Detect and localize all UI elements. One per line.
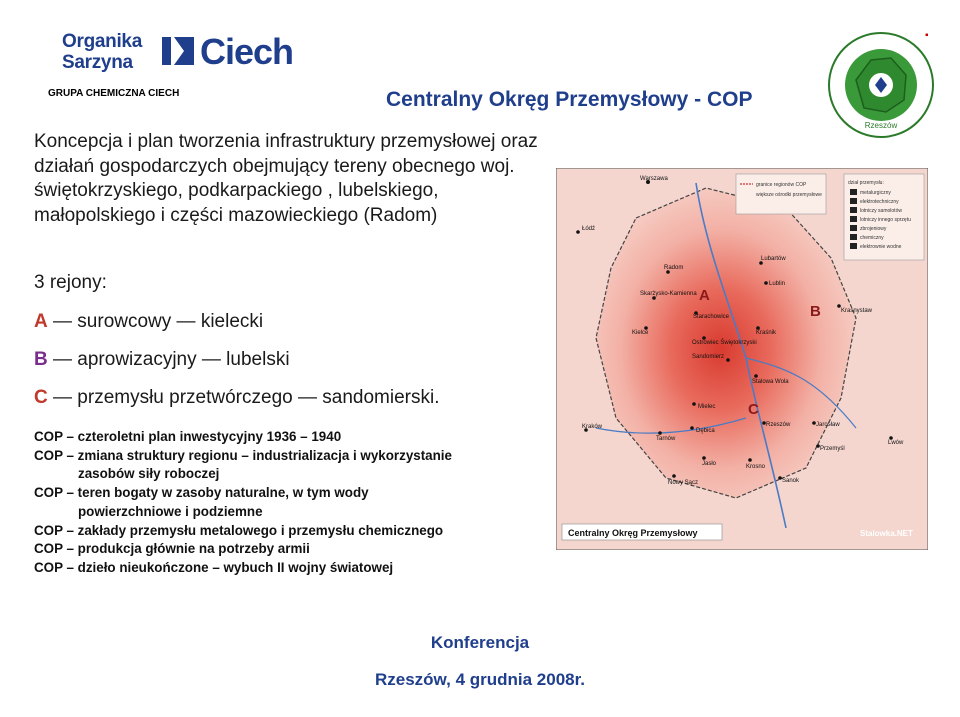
conference-label: Konferencja bbox=[430, 633, 530, 652]
city-label: Kraśnik bbox=[756, 330, 777, 336]
fact-item: COP – produkcja głównie na potrzeby armii bbox=[34, 541, 310, 557]
inspectorate-seal-icon bbox=[826, 30, 936, 140]
city-label: Radom bbox=[664, 265, 684, 271]
legend-right-item: elektrownie wodne bbox=[860, 244, 902, 250]
city-label: Kielce bbox=[632, 330, 649, 336]
city-label: Jasło bbox=[702, 461, 717, 467]
map-caption: Centralny Okręg Przemysłowy bbox=[568, 528, 698, 538]
legend-item: granice regionów COP bbox=[756, 182, 807, 188]
city-label: Rzeszów bbox=[766, 422, 791, 428]
legend-right-item: dział przemysłu: bbox=[848, 180, 884, 186]
region-b-desc: — aprowizacyjny — lubelski bbox=[53, 349, 290, 370]
conference-date: Rzeszów, 4 grudnia 2008r. bbox=[374, 670, 586, 689]
legend-right-item: lotniczy samolotów bbox=[860, 208, 902, 214]
map-region-c-label: C bbox=[748, 401, 759, 418]
city-label: Krosno bbox=[746, 464, 766, 470]
ciech-mark-icon bbox=[162, 33, 196, 67]
city-label: Kraków bbox=[582, 424, 603, 430]
city-label: Lubartów bbox=[761, 256, 786, 262]
legend-right-item: lotniczy innego sprzętu bbox=[860, 217, 911, 223]
fact-item: COP – zakłady przemysłu metalowego i przemysłu chemicznego bbox=[34, 522, 444, 538]
map-region-b-label: B bbox=[810, 303, 821, 320]
city-label: Łódź bbox=[582, 226, 596, 232]
legend-right-item: zbrojeniowy bbox=[860, 226, 887, 232]
fact-item: COP – dzieło nieukończone – wybuch II wojny światowej bbox=[34, 559, 394, 575]
map-credit: Stalowka.NET bbox=[860, 529, 913, 538]
svg-text:Rzeszów: Rzeszów bbox=[864, 121, 898, 130]
page-title: Centralny Okręg Przemysłowy - COP bbox=[386, 88, 753, 111]
legend-right-item: chemiczny bbox=[860, 235, 884, 241]
region-b bbox=[34, 349, 290, 371]
fact-item-continued: powierzchniowe i podziemne bbox=[78, 503, 263, 519]
logo-line1: Organika bbox=[62, 31, 142, 52]
ciech-brand-text: Ciech bbox=[200, 31, 294, 72]
city-label: Dębica bbox=[696, 428, 715, 434]
city-label: Sanok bbox=[782, 478, 800, 484]
corner-mark-icon: ▪ bbox=[925, 30, 929, 41]
legend-symbol-icons bbox=[850, 189, 857, 249]
fact-item: COP – czteroletni plan inwestycyjny 1936 – 1940 bbox=[34, 429, 342, 444]
city-label: Lwów bbox=[888, 440, 904, 446]
legend-right-item: metalurgiczny bbox=[860, 190, 891, 196]
region-a-letter: A bbox=[34, 311, 48, 332]
region-c bbox=[34, 387, 439, 409]
organika-logo bbox=[62, 31, 158, 73]
region-a-desc: — surowcowy — kielecki bbox=[53, 311, 264, 332]
legend-item: większe ośrodki przemysłowe bbox=[756, 192, 822, 198]
legend-right-item: elektrotechniczny bbox=[860, 199, 899, 205]
region-b-letter: B bbox=[34, 349, 48, 370]
city-label: Jarosław bbox=[816, 422, 840, 428]
cop-map bbox=[556, 168, 928, 550]
fact-item-continued: zasobów siły roboczej bbox=[78, 466, 220, 482]
logo-line2: Sarzyna bbox=[62, 52, 133, 73]
city-label: Lublin bbox=[769, 281, 786, 287]
city-label: Nowy Sącz bbox=[668, 480, 699, 486]
city-label: Warszawa bbox=[640, 176, 668, 182]
city-label: Tarnów bbox=[656, 436, 676, 442]
regions-heading: 3 rejony: bbox=[34, 272, 107, 293]
region-a bbox=[34, 311, 263, 333]
city-label: Starachowice bbox=[693, 314, 730, 320]
facts-list bbox=[34, 428, 534, 578]
intro-paragraph: Koncepcja i plan tworzenia infrastruktury przemysłowej oraz działań gospodarczych obejmujący tereny obecnego woj. świętokrzyskiego, podkarpackiego , lubelskiego, małopolskiego i części mazowieckiego (Radom) bbox=[34, 131, 538, 226]
region-c-desc: — przemysłu przetwórczego — sandomierski. bbox=[53, 387, 440, 408]
map-region-a-label: A bbox=[699, 287, 710, 304]
city-label: Sandomierz bbox=[692, 354, 725, 360]
city-label: Mielec bbox=[698, 404, 716, 410]
city-label: Skarżysko-Kamienna bbox=[640, 291, 697, 297]
city-label: Krasnystaw bbox=[841, 308, 873, 314]
city-label: Stalowa Wola bbox=[752, 379, 789, 385]
region-c-letter: C bbox=[34, 387, 48, 408]
ciech-logo bbox=[162, 31, 294, 73]
fact-item: COP – zmiana struktury regionu – industrializacja i wykorzystanie bbox=[34, 447, 452, 463]
city-label: Przemyśl bbox=[820, 446, 845, 452]
city-label: Ostrowiec Świętokrzyski bbox=[692, 340, 757, 346]
fact-item: COP – teren bogaty w zasoby naturalne, w tym wody bbox=[34, 485, 369, 501]
group-label: GRUPA CHEMICZNA CIECH bbox=[48, 88, 180, 99]
